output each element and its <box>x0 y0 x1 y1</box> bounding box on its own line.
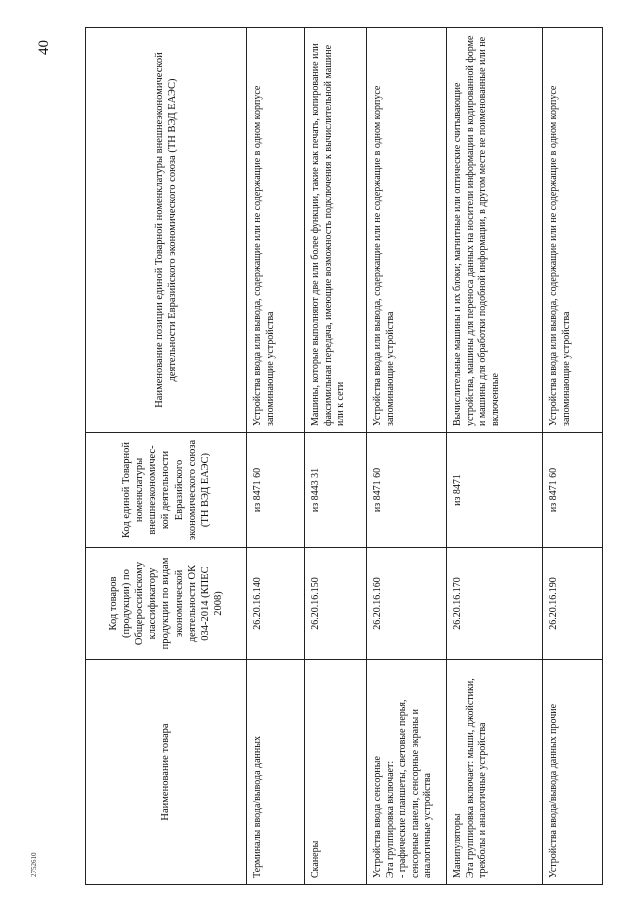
table-row <box>247 28 305 885</box>
cell-tnved-name: Вычислительные машины и их блоки; магнитные или оптические считывающие устройства, машины для переноса данных на носители информации в кодированной форме и машины для обработки подобной информации, в другом месте не поименованные или не включенные <box>447 28 543 433</box>
cell-tnved-name: Устройства ввода или вывода, содержащие или не содержащие в одном корпусе запоминающие устройства <box>367 28 447 433</box>
cell-name <box>543 660 603 885</box>
cell-name-line: Эта группировка включает: <box>384 760 396 878</box>
cell-okpd2: 26.20.16.140 <box>247 548 305 660</box>
cell-okpd2: 26.20.16.160 <box>367 548 447 660</box>
cell-name-line: Терминалы ввода/вывода данных <box>252 736 263 878</box>
cell-name-line: Устройства ввода сенсорные <box>372 756 383 878</box>
header-tnved-name: Наименование позиции единой Товарной номенклатуры внешнеэкономической деятельности Евразийского экономического союза (ТН ВЭД ЕАЭС) <box>86 28 247 433</box>
cell-tnved-name: Устройства ввода или вывода, содержащие или не содержащие в одном корпусе запоминающие устройства <box>543 28 603 433</box>
cell-tnved: из 8471 <box>447 433 543 548</box>
header-name: Наименование товара <box>86 660 247 885</box>
table-header-row <box>86 28 247 885</box>
table-row <box>305 28 367 885</box>
cell-tnved: из 8443 31 <box>305 433 367 548</box>
page-number: 40 <box>36 40 52 55</box>
cell-name-line: Сканеры <box>310 840 321 878</box>
cell-tnved-name: Машины, которые выполняют две или более функции, такие как печать, копирование или факсимильная передача, имеющие возможность подключения к вычислительной машине или к сети <box>305 28 367 433</box>
cell-tnved: из 8471 60 <box>543 433 603 548</box>
goods-table <box>85 27 603 885</box>
cell-name-line: - графические планшеты, световые перья, сенсорные панели, сенсорные экраны и аналогичные устройства <box>397 699 433 878</box>
cell-name <box>367 660 447 885</box>
header-tnved: Код единой Товарной номенклатуры внешнеэкономичес-кой деятельности Евразийского экономического союза (ТН ВЭД ЕАЭС) <box>86 433 247 548</box>
cell-okpd2: 26.20.16.190 <box>543 548 603 660</box>
cell-tnved: из 8471 60 <box>367 433 447 548</box>
cell-name <box>447 660 543 885</box>
cell-name-line: Манипуляторы <box>452 813 463 878</box>
cell-tnved: из 8471 60 <box>247 433 305 548</box>
cell-tnved-name: Устройства ввода или вывода, содержащие или не содержащие в одном корпусе запоминающие устройства <box>247 28 305 433</box>
cell-name <box>247 660 305 885</box>
table-row <box>447 28 543 885</box>
cell-okpd2: 26.20.16.150 <box>305 548 367 660</box>
cell-name-line: Эта группировка включает: мыши, джойстики, трекболы и аналогичные устройства <box>464 678 488 878</box>
cell-okpd2: 26.20.16.170 <box>447 548 543 660</box>
header-okpd2: Код товаров (продукции) по Общероссийскому классификатору продукции по видам экономической деятельности ОК 034-2014 (КПЕС 2008) <box>86 548 247 660</box>
table-row <box>367 28 447 885</box>
document-stamp: 2752610 <box>30 852 38 877</box>
table-row <box>543 28 603 885</box>
cell-name <box>305 660 367 885</box>
cell-name-line: Устройства ввода/вывода данных прочие <box>548 703 559 878</box>
